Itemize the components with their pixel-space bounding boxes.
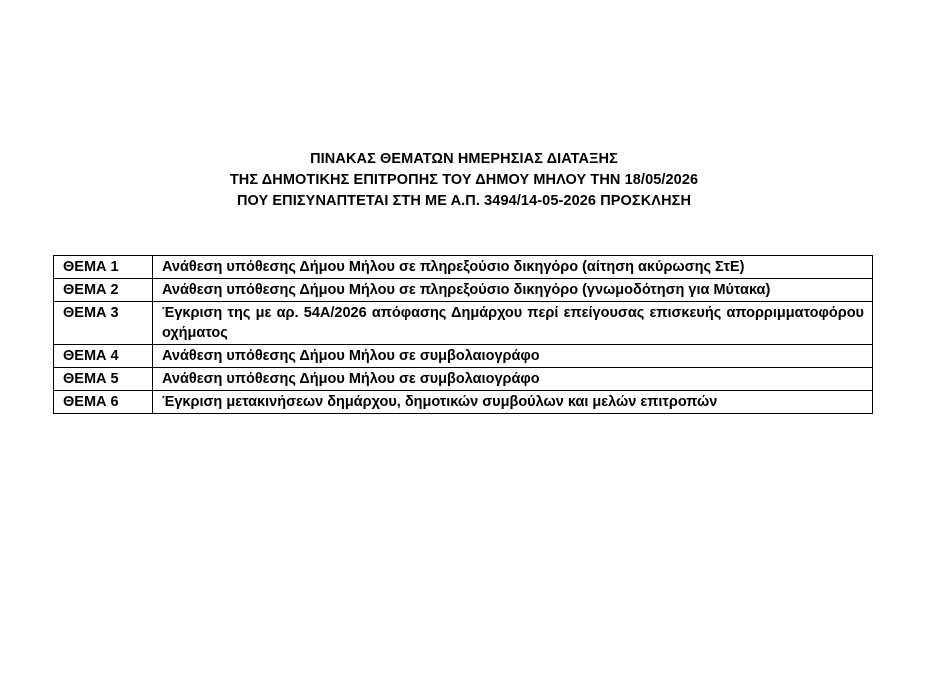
heading-line-2: ΤΗΣ ΔΗΜΟΤΙΚΗΣ ΕΠΙΤΡΟΠΗΣ ΤΟΥ ΔΗΜΟΥ ΜΗΛΟΥ ΤΗΝ 18/05/2026 [229, 172, 699, 188]
topic-description: Ανάθεση υπόθεσης Δήμου Μήλου σε πληρεξούσιο δικηγόρο (γνωμοδότηση για Μύτακα) [153, 279, 873, 302]
topic-number: ΘΕΜΑ 3 [54, 302, 153, 345]
table-row [54, 256, 873, 279]
table-row [54, 279, 873, 302]
topic-number: ΘΕΜΑ 2 [54, 279, 153, 302]
topic-number: ΘΕΜΑ 5 [54, 368, 153, 391]
topic-description: Έγκριση της με αρ. 54Α/2026 απόφασης Δημάρχου περί επείγουσας επισκευής απορριμματοφόρου οχήματος [153, 302, 873, 345]
table-row [54, 302, 873, 345]
topic-description: Ανάθεση υπόθεσης Δήμου Μήλου σε συμβολαιογράφο [153, 345, 873, 368]
heading-line-3: ΠΟΥ ΕΠΙΣΥΝΑΠΤΕΤΑΙ ΣΤΗ ΜΕ Α.Π. 3494/14-05-2026 ΠΡΟΣΚΛΗΣΗ [236, 193, 692, 209]
topic-number: ΘΕΜΑ 4 [54, 345, 153, 368]
topic-description: Ανάθεση υπόθεσης Δήμου Μήλου σε πληρεξούσιο δικηγόρο (αίτηση ακύρωσης ΣτΕ) [153, 256, 873, 279]
topic-description: Ανάθεση υπόθεσης Δήμου Μήλου σε συμβολαιογράφο [153, 368, 873, 391]
table-row [54, 345, 873, 368]
table-row [54, 368, 873, 391]
agenda-table [53, 255, 873, 414]
topic-description: Έγκριση μετακινήσεων δημάρχου, δημοτικών συμβούλων και μελών επιτροπών [153, 391, 873, 414]
topic-number: ΘΕΜΑ 1 [54, 256, 153, 279]
topic-number: ΘΕΜΑ 6 [54, 391, 153, 414]
heading-line-1: ΠΙΝΑΚΑΣ ΘΕΜΑΤΩΝ ΗΜΕΡΗΣΙΑΣ ΔΙΑΤΑΞΗΣ [310, 151, 618, 167]
document-heading [0, 149, 928, 212]
table-row [54, 391, 873, 414]
